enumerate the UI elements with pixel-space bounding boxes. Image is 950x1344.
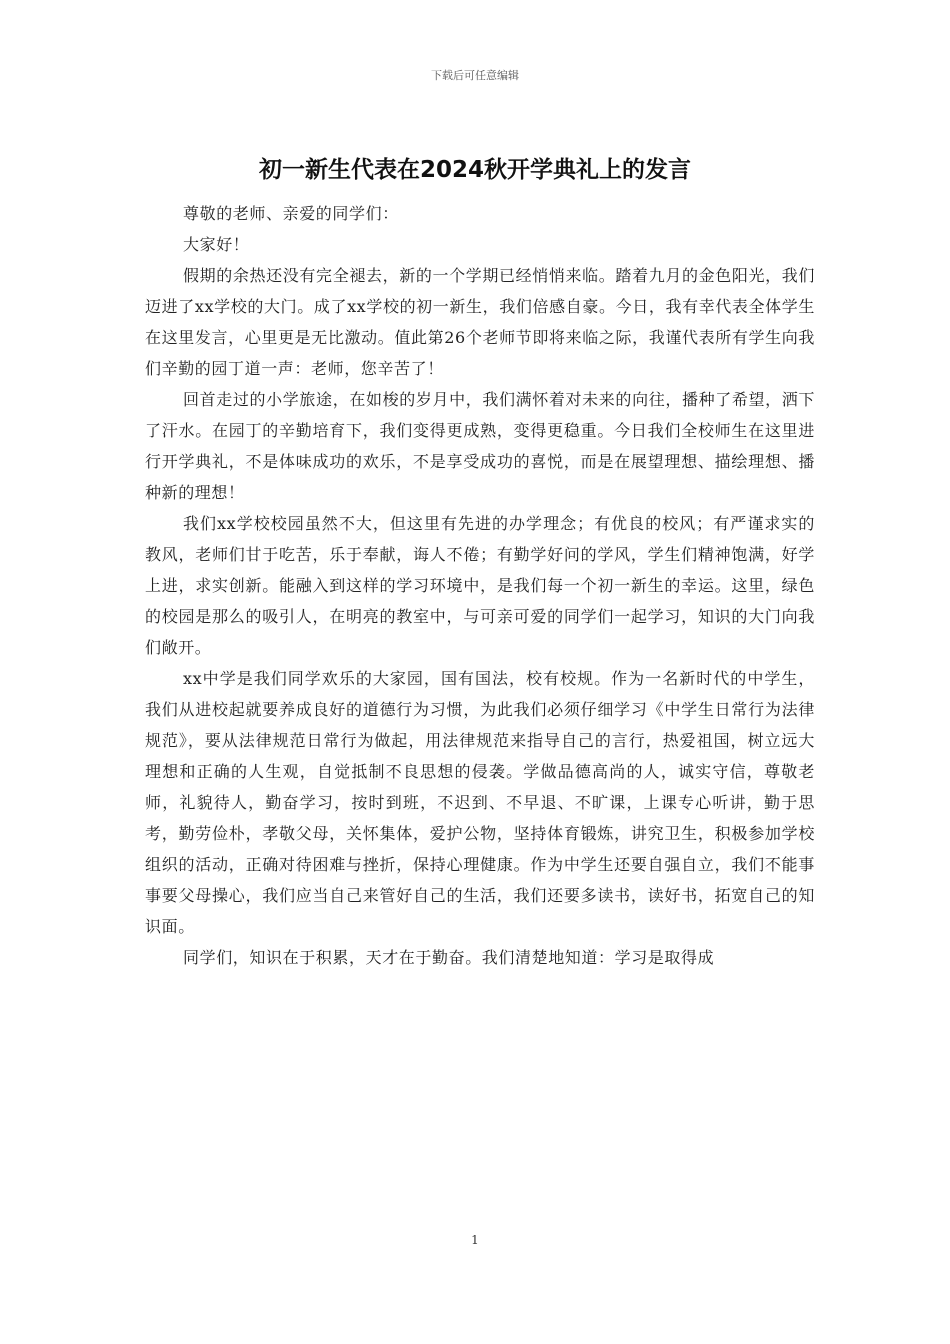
header-note: 下载后可任意编辑 bbox=[431, 69, 519, 82]
document-title: 初一新生代表在2024秋开学典礼上的发言 bbox=[258, 157, 691, 183]
page-number: 1 bbox=[471, 1233, 479, 1247]
paragraph: 我们xx学校校园虽然不大，但这里有先进的办学理念；有优良的校风；有严谨求实的教风，老师们甘于吃苦，乐于奉献，诲人不倦；有勤学好问的学风，学生们精神饱满，好学上进，求实创新。能融入到这样的学习环境中，是我们每一个初一新生的幸运。这里，绿色的校园是那么的吸引人，在明亮的教室中，与可亲可爱的同学们一起学习，知识的大门向我们敞开。 bbox=[145, 514, 815, 657]
paragraph: 回首走过的小学旅途，在如梭的岁月中，我们满怀着对未来的向往，播种了希望，洒下了汗水。在园丁的辛勤培育下，我们变得更成熟，变得更稳重。今日我们全校师生在这里进行开学典礼，不是体味成功的欢乐，不是享受成功的喜悦，而是在展望理想、描绘理想、播种新的理想！ bbox=[145, 390, 815, 502]
paragraph-greeting: 大家好！ bbox=[183, 235, 250, 254]
paragraph: 假期的余热还没有完全褪去，新的一个学期已经悄悄来临。踏着九月的金色阳光，我们迈进了xx学校的大门。成了xx学校的初一新生，我们倍感自豪。今日，我有幸代表全体学生在这里发言，心里更是无比激动。值此第26个老师节即将来临之际，我谨代表所有学生向我们辛勤的园丁道一声：老师，您辛苦了！ bbox=[145, 266, 815, 378]
paragraph: 同学们，知识在于积累，天才在于勤奋。我们清楚地知道：学习是取得成 bbox=[183, 948, 715, 967]
paragraph-salutation: 尊敬的老师、亲爱的同学们： bbox=[183, 204, 399, 223]
document-body bbox=[145, 198, 815, 973]
paragraph: xx中学是我们同学欢乐的大家园，国有国法，校有校规。作为一名新时代的中学生，我们从进校起就要养成良好的道德行为习惯，为此我们必须仔细学习《中学生日常行为法律规范》，要从法律规范日常行为做起，用法律规范来指导自己的言行，热爱祖国，树立远大理想和正确的人生观，自觉抵制不良思想的侵袭。学做品德高尚的人，诚实守信，尊敬老师，礼貌待人，勤奋学习，按时到班，不迟到、不早退、不旷课，上课专心听讲，勤于思考，勤劳俭朴，孝敬父母，关怀集体，爱护公物，坚持体育锻炼，讲究卫生，积极参加学校组织的活动，正确对待困难与挫折，保持心理健康。作为中学生还要自强自立，我们不能事事要父母操心，我们应当自己来管好自己的生活，我们还要多读书，读好书，拓宽自己的知识面。 bbox=[145, 669, 815, 936]
